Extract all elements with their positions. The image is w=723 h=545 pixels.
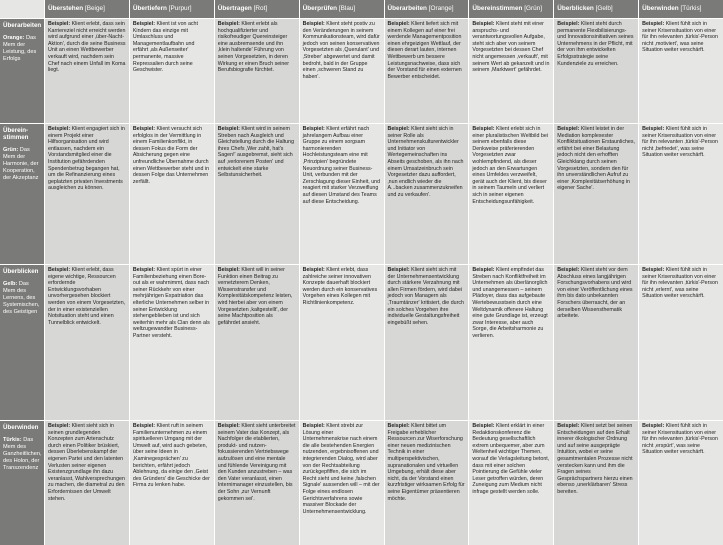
column-header-color: [Rot] bbox=[253, 5, 268, 12]
table-cell bbox=[385, 421, 469, 545]
cell-text: Klient erfährt nach jahrelangem Aufbau einer Gruppe zu einem sorgsam harmonierenden Hochleistungsteam eine mit ‚Prinzipien' begründete Neuordnung seiner Business-Unit, verbunden mit der Zerschlagung dieser Einheit, und reagiert mit starker Verzweiflung auf diesen Umstand des Teams auf diese Entscheidung. bbox=[302, 126, 381, 205]
cell-text: Klient erlebt sich in einer pluralistischen Weltbild bei seinem ebenfalls diese Denkweise präferierenden Vorgesetzten zwar wohlempfindend, als dieser jedoch an den Erwartungen eines Umfeldes verzweifelt, gerät auch der Klient, bis dieser in seinem Taumeln und verliert sich in seiner eigenen Entscheidungsunfähigkeit. bbox=[472, 126, 548, 205]
cell-text: Klient steht vor dem Abschluss eines langjährigen Forschungsvorhabens und wird von einer Veröffentlichung eines ihm bis dato unbekannten Forschers überrascht, der an derselben Wissensthematik arbeitete. bbox=[557, 267, 633, 320]
column-header bbox=[385, 0, 469, 18]
table-cell bbox=[469, 124, 553, 264]
cell-text: Klient sieht sich in seinen grundlegenden Konzepten zum Artenschutz durch einen Politiker brüskiert, dessen Überlebenskampf der eigenen Partei und den latenten Verlusten seiner eigenen Existenzgrundlage ihn dazu veranlasst, Wahlversprechungen zu machen, die diametral zu den Erfordernissen der Umwelt stehen. bbox=[48, 423, 125, 502]
example-label: Beispiel: bbox=[557, 423, 580, 429]
example-label: Beispiel: bbox=[302, 423, 325, 429]
example-label: Beispiel: bbox=[472, 423, 495, 429]
example-label: Beispiel: bbox=[132, 21, 155, 27]
cell-text: Klient ruft in seinem Familienunternehmen zu einem spirituelleren Umgang mit der Umwelt auf, wird auch gebeten, über seine Ideen in ‚Kaminegesprächen' zu berichten, erfährt jedoch Ablehnung, da einige den ‚Geist des Gründers' die Geschicke der Firma zu lenken habe. bbox=[132, 423, 210, 489]
row-header-subtitle: Türkis: bbox=[3, 437, 22, 443]
row-header-subtitle: Gelb: bbox=[3, 281, 18, 287]
cell-text: Klient fühlt sich in seiner Krisensituation von einer für ihn relevanten ‚türkis'-Person nicht ‚motiviert', was seine Situation weiter verschärft. bbox=[642, 21, 718, 54]
row-header bbox=[0, 19, 44, 123]
row-header bbox=[0, 421, 44, 545]
column-header-color: [Beige] bbox=[84, 5, 105, 12]
cell-text: Klient empfindet das Streben nach Konfliktfreiheit im Unternehmen als überlänorglich und unangemessen – seinem Plädoyer, dass das aufgebaute Wertebewusstsein durch eine Weltdynamik offenere Haltung eine gute Grundlage ist, erzeugt zwar Interesse, aber auch Sorge, die Arbeitsharmonie zu verlieren. bbox=[472, 267, 548, 339]
table-cell bbox=[130, 265, 214, 420]
cell-text: Klient versucht sich erfolglos in der Vermittlung in einem Familienkonflikt, in dessen Fokus die Form der Absicherung gegen eine unfreundliche Übernahme durch einen Wettbewerber steht und in dessen Folge das Unternehmen zerfällt. bbox=[132, 126, 210, 185]
example-label: Beispiel: bbox=[48, 267, 71, 273]
table-cell bbox=[300, 265, 384, 420]
example-label: Beispiel: bbox=[217, 423, 240, 429]
example-label: Beispiel: bbox=[472, 21, 495, 27]
cell-text: Klient erlebt, dass sein Karriereziel nicht erreicht werden wird aufgrund einer ‚über-Nacht-Aktion', durch die seine Business Unit an einen Wettbewerber verkauft wird, nachdem sein Chef nach einem Unfall im Koma liegt. bbox=[48, 21, 126, 74]
column-header-verb: Überwinden bbox=[642, 5, 679, 12]
table-cell bbox=[385, 124, 469, 264]
table-cell bbox=[639, 265, 723, 420]
example-label: Beispiel: bbox=[132, 423, 155, 429]
example-label: Beispiel: bbox=[557, 267, 580, 273]
table-cell bbox=[554, 265, 638, 420]
column-header-verb: Übertragen bbox=[217, 5, 252, 12]
cell-text: Klient will in seiner Funktion einen Beitrag zu vernetzterem Denken, Wissenstransfer und Komplexitätskompetenz leisten, wird hierbei aber von einem Vorgesetzten ‚kaltgestellt', der seine Machtposition als gefährdet ansieht. bbox=[217, 267, 293, 326]
column-header bbox=[300, 0, 384, 18]
row-header bbox=[0, 124, 44, 264]
table-cell bbox=[45, 19, 129, 123]
example-label: Beispiel: bbox=[302, 126, 325, 132]
table-cell bbox=[45, 265, 129, 420]
table-cell bbox=[130, 421, 214, 545]
example-label: Beispiel: bbox=[387, 126, 410, 132]
row-header-description: Das Mem der Leistung, des Erfolgs bbox=[3, 35, 37, 62]
example-label: Beispiel: bbox=[302, 21, 325, 27]
table-cell bbox=[469, 421, 553, 545]
column-header bbox=[45, 0, 129, 18]
table-cell bbox=[554, 124, 638, 264]
column-header-color: [Gelb] bbox=[595, 5, 613, 12]
table-cell bbox=[639, 19, 723, 123]
example-label: Beispiel: bbox=[48, 21, 71, 27]
column-header bbox=[130, 0, 214, 18]
table-cell bbox=[385, 19, 469, 123]
column-header bbox=[469, 0, 553, 18]
table-cell bbox=[215, 19, 299, 123]
cell-text: Klient setzt bei seinen Entscheidungen auf den Erhalt innerer ökologischer Ordnung und auf seine ausgeprägte Intuition, wobei er seine gesamtmentalen Prozesse nicht verstecken kann und ihm die Fragen seines Gesprächspartners hierzu einen ebenso ‚unerklärbaren' Stress bereiten. bbox=[557, 423, 633, 495]
example-label: Beispiel: bbox=[387, 423, 410, 429]
column-header-verb: Übertiefern bbox=[132, 5, 167, 12]
cell-text: Klient steht durch permanente Flexibilisierungs- und Innovationsinitiativen seines Unternehmens in der Pflicht, mit der von ihm entwickelten Erfolgsstrategie seine Kundenziele zu erreichen. bbox=[557, 21, 634, 67]
table-cell bbox=[554, 19, 638, 123]
row-header bbox=[0, 265, 44, 420]
row-header-subtitle: Orange: bbox=[3, 35, 25, 41]
column-header bbox=[639, 0, 723, 18]
column-header-verb: Überblicken bbox=[557, 5, 594, 12]
row-header-description: Das Mem der Harmonie, der Kooperation, der Akzeptanz bbox=[3, 147, 39, 181]
cell-text: Klient fühlt sich in seiner Krisensituation von einer für ihn relevanten ‚türkis'-Person nicht ‚befriedet', was seine Situation weiter verschärft. bbox=[642, 126, 718, 159]
table-cell bbox=[385, 265, 469, 420]
table-corner bbox=[0, 0, 44, 18]
column-header-color: [Blau] bbox=[338, 5, 356, 12]
cell-text: Klient liefert sich mit einem Kollegen auf einer frei werdende Managementposition einen ehrgeizigen Wettlauf, der diesen derart lauten, internen Wettbewerb um bessere Leistungsnachweise, dass sich der Vorstand für einen externen Bewerber entscheidet. bbox=[387, 21, 462, 80]
cell-text: Klient ist von acht Kindern das einzige mit Umlaschluss und Managementlaufbahn und erfährt ‚als Außenseiter' permanente, massive Repressalien durch seine Geschwister. bbox=[132, 21, 198, 74]
table-cell bbox=[300, 124, 384, 264]
table-cell bbox=[130, 19, 214, 123]
table-cell bbox=[45, 124, 129, 264]
row-header-description: Das Mem des Ganzheitlichen, des Holon, der Transzendenz bbox=[3, 437, 42, 471]
table-cell bbox=[554, 421, 638, 545]
column-header-verb: Übereinstimmen bbox=[472, 5, 523, 12]
example-label: Beispiel: bbox=[642, 267, 665, 273]
example-label: Beispiel: bbox=[48, 423, 71, 429]
column-header-verb: Überprüfen bbox=[302, 5, 338, 12]
table-cell bbox=[639, 421, 723, 545]
example-label: Beispiel: bbox=[642, 423, 665, 429]
example-label: Beispiel: bbox=[132, 126, 155, 132]
table-cell bbox=[300, 421, 384, 545]
table-cell bbox=[215, 265, 299, 420]
column-header-color: [Purpur] bbox=[168, 5, 192, 12]
example-label: Beispiel: bbox=[217, 21, 240, 27]
cell-text: Klient steht postiv zu den Veränderungen in seinem Kommunikationsteam, wird dafür jedoch von seinen konservativen Vorgesetzten als ‚Querulant' und ‚Streber' abgewertet und damit bedroht, bald in der Gruppe einen ‚schweren Stand zu haben'. bbox=[302, 21, 380, 80]
column-header-color: [Grün] bbox=[524, 5, 542, 12]
cell-text: Klient sieht sich in seiner Rolle als Unternehmenskulturentwickler und Initiator von Wertegemeinschaften ins Abseits geschoben, als ihn nach einem Umsatzeinbruch sein Vorgesetzter dazu auffordert, ‚nun endlich wieder die A...backen zusammenzukneifen und zu verkaufen'. bbox=[387, 126, 464, 198]
row-header-subtitle: Grün: bbox=[3, 147, 19, 153]
cell-text: Klient fühlt sich in seiner Krisensituation von einer für ihn relevanten ‚türkis'-Person nicht ‚erspürt', was seine Situation weiter verschärft. bbox=[642, 423, 718, 456]
cell-text: Klient bittet um Freigabe erheblicher Ressourcen zur Wiserforschung einer neuen medizinischen Technik in einer multiperspektivischen, supranationalen und virtuellen Umgebung, erhält diese aber nicht, da der Vorstand einen kurzfristiger wirksamen Erfolg für seine Eigentümer präsentieren möchte. bbox=[387, 423, 465, 502]
row-header-title: Überein-stimmen bbox=[3, 127, 29, 141]
column-header bbox=[554, 0, 638, 18]
row-header-title: Überblicken bbox=[3, 268, 39, 275]
cell-text: Klient erlebt als hochqualifizierter und risikofreudiger Quereinsteiger eine ausbremsende und ihn ‚klein haltende' Führung von seinen Vorgesetzten, in deren Wirkung er einen Bruch seiner Berufsbiografie fürchtet. bbox=[217, 21, 289, 74]
table-cell bbox=[215, 124, 299, 264]
table-cell bbox=[639, 124, 723, 264]
example-label: Beispiel: bbox=[302, 267, 325, 273]
table-cell bbox=[215, 421, 299, 545]
example-label: Beispiel: bbox=[557, 126, 580, 132]
example-label: Beispiel: bbox=[217, 126, 240, 132]
table-cell bbox=[469, 265, 553, 420]
example-label: Beispiel: bbox=[557, 21, 580, 27]
example-label: Beispiel: bbox=[217, 267, 240, 273]
example-label: Beispiel: bbox=[387, 21, 410, 27]
cell-text: Klient leistet in der Mediation komplexester Konfliktsituationen Erstaunliches, erfährt bei einer Belastung jedoch nicht den erhofften Gleichklang durch seinen Vorgesetzten, sondern den für ihn unverständlichen Aufruf zu einer ‚Komplexitätserhöhung in eigener Sache'. bbox=[557, 126, 635, 192]
example-label: Beispiel: bbox=[472, 126, 495, 132]
example-label: Beispiel: bbox=[642, 21, 665, 27]
cell-text: Klient strebt zur Lösung einer Unternehmenskrise nach einem die alle bestehenden Energien nutzenden, ergebnisoffenen und integrierenden Dialog, wird aber von der Rechtsabteilung zurückgepfiffen, die sich im Recht sieht und keine ‚falschen Signale' aussenden will – mit der Folge eines endlosen Gerichtsverfahrens sowie massiver Blockade der Unternehmensentwicklung. bbox=[302, 423, 380, 515]
column-header-color: [Orange] bbox=[428, 5, 454, 12]
example-label: Beispiel: bbox=[132, 267, 155, 273]
column-header bbox=[215, 0, 299, 18]
cell-text: Klient steht mit einer anspruchs- und verantwortungsvollen Aufgabe, steht sich aber von seinem Vorgesetzten bei dessen Chef nicht angemessen ‚verkauft', mit seinem Wert ab gekanzelt und in seinem ‚Marktwert' gefährdet. bbox=[472, 21, 550, 74]
row-header-title: Überwinden bbox=[3, 424, 39, 431]
cell-text: Klient sieht sich mit der Unternehmensentwicklung durch stärkere Verzahnung mit allen Firmen fördern, wird dabei jedoch von Managern als ‚Traumtänzer' kritisiert, die durch ein solches Vorgehen ihre individuelle Gestaltungsfreiheit eingebüßt sehen. bbox=[387, 267, 464, 326]
example-label: Beispiel: bbox=[387, 267, 410, 273]
column-header-color: [Türkis] bbox=[680, 5, 702, 12]
example-label: Beispiel: bbox=[472, 267, 495, 273]
cell-text: Klient wird in seinem Streben nach Ausgleich und Gleichstellung durch die Haltung ihres Chefs ‚Wer zahlt, hat's Sagen!' ausgebremst, sieht sich auf ‚verlorenem Posten' und entwickelt eine starke Selbstunsicherheit. bbox=[217, 126, 295, 179]
example-label: Beispiel: bbox=[48, 126, 71, 132]
row-header-description: Das Mem des Lernens, des Systemischen, des Geistigen bbox=[3, 281, 40, 315]
cell-text: Klient sieht unterbreitet seinem Vater das Konzept, als Nachfolger die etablierten, produkt- und nutzen-fokussierenden Vertriebswege aufzulösen und eine mentale und fühlende Vereinigung mit den Kunden anzustreben – was den Vater veranlasst, einen Internimanager einzustellen, bis der Sohn ‚zur Vernunft gekommen sei'. bbox=[217, 423, 296, 502]
cell-text: Klient spürt in einer Familienbeziehung einen Bore-out als er wahrnimmt, dass nach seiner Rückkehr von einer mehrjährigen Expatriation das elterliche Unternehmen selber in seiner Entwicklung stehengeblieben ist und sich weiterhin mehr als Clan denn als weltzugewandter Business-Partner versteht. bbox=[132, 267, 210, 339]
cell-text: Klient erklärt in einer Redaktionskonferenz die Bedeutung gesellschaftlich extrem unbequemer, aber zum Weltenheil wichtiger Themen, worauf die Verlagsleitung betont, dass mit einer solchen Pointierung die Gefühle vieler Leser getroffen würden, deren Zuneigung zum Medium nicht infrage gestellt werden solle. bbox=[472, 423, 550, 495]
row-header-title: Überarbeiten bbox=[3, 22, 42, 29]
column-header-verb: Überarbeiten bbox=[387, 5, 427, 12]
cell-text: Klient erlebt, dass eigene wichtige, Ressourcen erfordernde Entwicklungsvorhaben unvorhergesehen blockiert werden von einem Vorgesetzten, der in einer existenziellen Notsituation steht und einen Tunnelblick entwickelt. bbox=[48, 267, 126, 326]
cell-text: Klient fühlt sich in seiner Krisensituation von einer für ihn relevanten ‚türkis'-Person nicht ‚erlernt', was seine Situation weiter verschärft. bbox=[642, 267, 718, 300]
cell-text: Klient engagiert sich in einem Projekt einer Hilfsorganisation und wird entlassen, nachdem ein Vorstandsmitglied einer die Institution gefährdenden Spendenbetrug begangen hat, um die Refinanzierung eines geplatzten privaten Investments ausgleichen zu können. bbox=[48, 126, 125, 192]
example-label: Beispiel: bbox=[642, 126, 665, 132]
table-cell bbox=[300, 19, 384, 123]
table-cell bbox=[469, 19, 553, 123]
cell-text: Klient erlebt, dass zahlreiche seiner innovativen Konzepte dauerhaft blockiert werden durch ein konservatives Vorgehen eines Kollegen mit Richtlinienkompetenz. bbox=[302, 267, 378, 306]
table-cell bbox=[45, 421, 129, 545]
table-cell bbox=[130, 124, 214, 264]
column-header-verb: Überstehen bbox=[48, 5, 84, 12]
